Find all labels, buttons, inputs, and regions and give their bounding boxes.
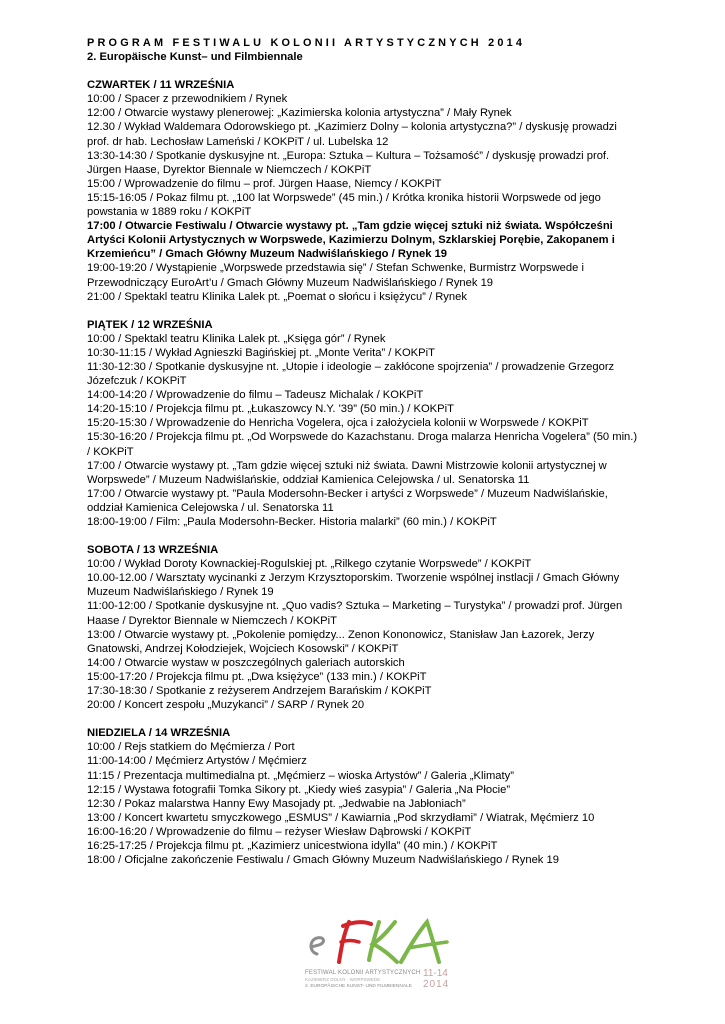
event-item: 15:15-16:05 / Pokaz filmu pt. „100 lat Worpswede” (45 min.) / Krótka kronika historii Worpswede od jego powstania w 1889 roku / KOKPiT	[87, 191, 601, 219]
event-item: 14:00-14:20 / Wprowadzenie do filmu – Tadeusz Michalak / KOKPiT	[87, 389, 424, 402]
event-item: 10:30-11:15 / Wykład Agnieszki Bagińskiej pt. „Monte Verita” / KOKPiT	[87, 346, 435, 359]
event-item: 19:00-19:20 / Wystąpienie „Worpswede przedstawia się” / Stefan Schwenke, Burmistrz Worpswede i Przewodniczący EuroArt’u / Gmach Główny Muzeum Nadwiślańskiego / Rynek 19	[87, 262, 584, 289]
logo-dates: 11-14	[423, 968, 448, 979]
logo-year: 2014	[423, 979, 450, 990]
event-item: 11:00-14:00 / Męćmierz Artystów / Męćmierz	[87, 755, 307, 768]
event-item: 21:00 / Spektakl teatru Klinika Lalek pt. „Poemat o słońcu i księżycu” / Rynek	[87, 290, 467, 303]
event-item: 16:00-16:20 / Wprowadzenie do filmu – reżyser Wiesław Dąbrowski / KOKPiT	[87, 825, 472, 838]
day-heading: NIEDZIELA / 14 WRZEŚNIA	[87, 727, 231, 740]
event-item: 12.30 / Wykład Waldemara Odorowskiego pt. „Kazimierz Dolny – kolonia artystyczna?” / dyskusję prowadzi prof. dr hab. Lechosław Lameński / KOKPiT / ul. Lubelska 12	[87, 121, 617, 148]
event-item: 14:20-15:10 / Projekcja filmu pt. „Łukaszowcy N.Y. '39” (50 min.) / KOKPiT	[87, 403, 454, 416]
event-item: 11:15 / Prezentacja multimedialna pt. „Męćmierz – wioska Artystów” / Galeria „Klimaty”	[87, 769, 514, 782]
festival-logo	[305, 912, 450, 1012]
day-heading: CZWARTEK / 11 WRZEŚNIA	[87, 79, 235, 92]
event-item: 10:00 / Spektakl teatru Klinika Lalek pt. „Księga gór” / Rynek	[87, 332, 386, 345]
event-item: 15:20-15:30 / Wprowadzenie do Henricha Vogelera, ojca i założyciela kolonii w Worpswede / KOKPiT	[87, 417, 589, 430]
event-item: 18:00-19:00 / Film: „Paula Modersohn-Becker. Historia malarki” (60 min.) / KOKPiT	[87, 516, 497, 528]
event-item: 15:30-16:20 / Projekcja filmu pt. „Od Worpswede do Kazachstanu. Droga malarza Henricha Vogelera” (50 min.) / KOKPiT	[87, 431, 638, 458]
event-item: 10.00-12.00 / Warsztaty wycinanki z Jerzym Krzysztoporskim. Tworzenie wspólnej instlacji / Gmach Główny Muzeum Nadwiślańskiego / Rynek 19	[87, 572, 620, 599]
day-section	[87, 726, 642, 867]
day-heading: PIĄTEK / 12 WRZEŚNIA	[87, 318, 213, 331]
event-item: 11:00-12:00 / Spotkanie dyskusyjne nt. „Quo vadis? Sztuka – Marketing – Turystyka” / prowadzi prof. Jürgen Haase / Dyrektor Biennale w Niemczech / KOKPiT	[87, 600, 623, 627]
event-item: 15:00-17:20 / Projekcja filmu pt. „Dwa księżyce” (133 min.) / KOKPiT	[87, 670, 427, 683]
event-item: 11:30-12:30 / Spotkanie dyskusyjne nt. „Utopie i ideologie – zakłócone spojrzenia” / prowadzenie Grzegorz Józefczuk / KOKPiT	[87, 360, 615, 388]
event-item: 13:30-14:30 / Spotkanie dyskusyjne nt. „Europa: Sztuka – Kultura – Tożsamość” / dyskusję prowadzi prof. Jürgen Haase, Dyrektor Biennale w Niemczech / KOKPiT	[87, 149, 610, 176]
event-item: 20:00 / Koncert zespołu „Muzykanci” / SARP / Rynek 20	[87, 699, 365, 712]
event-item: 12:30 / Pokaz malarstwa Hanny Ewy Masojady pt. „Jedwabie na Jabłoniach”	[87, 797, 466, 810]
event-item: 16:25-17:25 / Projekcja filmu pt. „Kazimierz unicestwiona idylla” (40 min.) / KOKPiT	[87, 839, 498, 852]
event-item: 13:00 / Otwarcie wystawy pt. „Pokolenie pomiędzy... Zenon Kononowicz, Stanisław Jan Łazorek, Jerzy Gnatowski, Andrzej Kołodziejek, Wojciech Kosowski” / KOKPiT	[87, 628, 595, 655]
event-item: 13:00 / Koncert kwartetu smyczkowego „ESMUS” / Kawiarnia „Pod skrzydłami” / Wiatrak, Męćmierz 10	[87, 811, 595, 824]
event-item: 12:00 / Otwarcie wystawy plenerowej: „Kazimierska kolonia artystyczna” / Mały Rynek	[87, 107, 512, 120]
event-item: 17:30-18:30 / Spotkanie z reżyserem Andrzejem Barańskim / KOKPiT	[87, 685, 432, 698]
schedule	[87, 78, 642, 867]
event-item: 17:00 / Otwarcie wystawy pt. „Tam gdzie więcej sztuki niż świata. Dawni Mistrzowie kolonii artystycznej w Worpswede” / Muzeum Nadwiślańskie, oddział Kamienica Celejowska / ul. Senatorska 11	[87, 459, 607, 486]
event-item: 10:00 / Spacer z przewodnikiem / Rynek	[87, 93, 288, 106]
event-item: 17:00 / Otwarcie wystawy pt. ”Paula Modersohn-Becker i artyści z Worpswede” / Muzeum Nadwiślańskie, oddział Kamienica Celejowska / ul. Senatorska 11	[87, 487, 608, 514]
day-section	[87, 543, 642, 712]
event-item: 12:15 / Wystawa fotografii Tomka Sikory pt. „Kiedy wieś zasypia” / Galeria „Na Płocie”	[87, 783, 511, 796]
program-document	[87, 36, 642, 867]
day-heading: SOBOTA / 13 WRZEŚNIA	[87, 544, 219, 557]
event-item: 10:00 / Rejs statkiem do Męćmierza / Port	[87, 741, 295, 754]
event-item: 15:00 / Wprowadzenie do filmu – prof. Jürgen Haase, Niemcy / KOKPiT	[87, 177, 442, 190]
event-item: 10:00 / Wykład Doroty Kownackiej-Rogulskiej pt. „Rilkego czytanie Worpswede” / KOKPiT	[87, 558, 532, 571]
logo-line2: 2. EUROPÄISCHE KUNST- UND FILMBIENNALE	[305, 984, 412, 989]
logo-line1b: KAZIMIERZ DOLNY · WORPSWEDE	[305, 977, 381, 982]
efka-logo-icon	[305, 912, 450, 974]
event-item: 17:00 / Otwarcie Festiwalu / Otwarcie wystawy pt. „Tam gdzie więcej sztuki niż świata. Współcześni Artyści Kolonii Artystycznych w Worpswede, Kazimierzu Dolnym, Szklarskiej Porębie, Zakopanem i Krzemieńcu” / Gmach Główny Muzeum Nadwiślańskiego / Rynek 19	[87, 220, 615, 261]
event-item: 14:00 / Otwarcie wystaw w poszczególnych galeriach autorskich	[87, 656, 405, 669]
page-subtitle: 2. Europäische Kunst– und Filmbiennale	[87, 51, 303, 64]
event-item: 18:00 / Oficjalne zakończenie Festiwalu / Gmach Główny Muzeum Nadwiślańskiego / Rynek 19	[87, 854, 559, 867]
day-section	[87, 318, 642, 529]
logo-line1: FESTIWAL KOLONII ARTYSTYCZNYCH	[305, 970, 421, 976]
day-section	[87, 78, 642, 304]
page-title: PROGRAM FESTIWALU KOLONII ARTYSTYCZNYCH 2014	[87, 37, 526, 49]
